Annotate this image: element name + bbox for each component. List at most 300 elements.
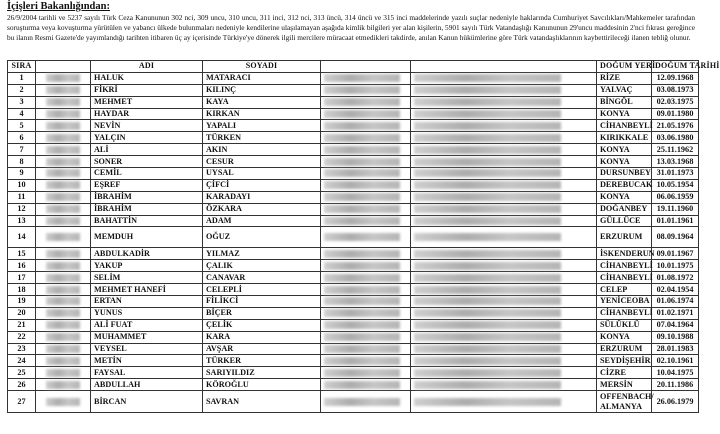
- row-redacted-father: [321, 227, 411, 248]
- redacted-block: [414, 122, 561, 130]
- row-dogum-tarihi: 06.06.1959: [652, 191, 699, 203]
- redacted-block: [324, 274, 400, 282]
- row-dogum-yeri: RİZE: [597, 72, 652, 84]
- row-dogum-tarihi: 01.02.1971: [652, 307, 699, 319]
- table-row: [8, 156, 699, 168]
- redacted-block: [46, 274, 80, 282]
- redacted-block: [324, 345, 400, 353]
- row-sira: 16: [8, 260, 36, 272]
- row-soyadi: AKIN: [203, 144, 321, 156]
- redacted-block: [46, 286, 80, 294]
- row-adi: MEHMET HANEFİ: [91, 284, 203, 296]
- row-dogum-yeri: ERZURUM: [597, 343, 652, 355]
- row-redacted-mother: [411, 168, 597, 180]
- row-sira: 21: [8, 319, 36, 331]
- row-dogum-tarihi: 31.01.1973: [652, 168, 699, 180]
- row-sira: 10: [8, 179, 36, 191]
- row-redacted-father: [321, 331, 411, 343]
- row-dogum-tarihi: 02.10.1961: [652, 355, 699, 367]
- redacted-block: [46, 262, 80, 270]
- row-redacted-mother: [411, 284, 597, 296]
- redacted-block: [46, 398, 80, 406]
- row-redacted-mother: [411, 84, 597, 96]
- row-adi: ERTAN: [91, 296, 203, 308]
- row-soyadi: CESUR: [203, 156, 321, 168]
- row-sira: 8: [8, 156, 36, 168]
- row-dogum-tarihi: 21.05.1976: [652, 120, 699, 132]
- table-row: [8, 260, 699, 272]
- row-redacted-mother: [411, 144, 597, 156]
- row-dogum-tarihi: 09.01.1967: [652, 248, 699, 260]
- row-sira: 7: [8, 144, 36, 156]
- row-redacted-id: [36, 248, 91, 260]
- table-row: [8, 331, 699, 343]
- row-sira: 11: [8, 191, 36, 203]
- redacted-block: [414, 86, 561, 94]
- row-adi: YUNUS: [91, 307, 203, 319]
- row-redacted-id: [36, 168, 91, 180]
- table-header-row: [8, 61, 699, 73]
- row-sira: 9: [8, 168, 36, 180]
- redacted-block: [414, 158, 561, 166]
- row-soyadi: UYSAL: [203, 168, 321, 180]
- row-redacted-id: [36, 179, 91, 191]
- row-redacted-mother: [411, 191, 597, 203]
- table-row: [8, 84, 699, 96]
- redacted-block: [414, 217, 561, 225]
- redacted-block: [46, 181, 80, 189]
- row-soyadi: KARA: [203, 331, 321, 343]
- row-redacted-id: [36, 307, 91, 319]
- redacted-block: [46, 169, 80, 177]
- row-adi: ALİ: [91, 144, 203, 156]
- redacted-block: [324, 333, 400, 341]
- table-row: [8, 248, 699, 260]
- row-redacted-mother: [411, 156, 597, 168]
- row-soyadi: ÇELİK: [203, 319, 321, 331]
- row-dogum-tarihi: 10.04.1975: [652, 367, 699, 379]
- redacted-block: [324, 110, 400, 118]
- row-sira: 6: [8, 132, 36, 144]
- row-dogum-yeri: KONYA: [597, 331, 652, 343]
- table-row: [8, 307, 699, 319]
- row-adi: İBRAHİM: [91, 203, 203, 215]
- row-sira: 1: [8, 72, 36, 84]
- row-redacted-father: [321, 343, 411, 355]
- row-sira: 14: [8, 227, 36, 248]
- row-redacted-father: [321, 108, 411, 120]
- document-heading: İçişleri Bakanlığından:: [7, 1, 110, 12]
- row-redacted-father: [321, 179, 411, 191]
- row-dogum-tarihi: 10.05.1954: [652, 179, 699, 191]
- row-dogum-tarihi: 08.09.1964: [652, 227, 699, 248]
- redacted-block: [46, 158, 80, 166]
- table-row: [8, 284, 699, 296]
- row-adi: ABDULLAH: [91, 379, 203, 391]
- row-redacted-father: [321, 367, 411, 379]
- redacted-block: [414, 169, 561, 177]
- row-redacted-mother: [411, 367, 597, 379]
- row-dogum-tarihi: 03.08.1973: [652, 84, 699, 96]
- row-redacted-father: [321, 120, 411, 132]
- table-row: [8, 120, 699, 132]
- redacted-block: [324, 146, 400, 154]
- row-redacted-mother: [411, 307, 597, 319]
- redacted-block: [414, 110, 561, 118]
- redacted-block: [324, 381, 400, 389]
- redacted-block: [46, 134, 80, 142]
- redacted-block: [324, 286, 400, 294]
- redacted-block: [414, 321, 561, 329]
- intro-paragraph: 26/9/2004 tarihli ve 5237 sayılı Türk Ceza Kanununun 302 nci, 309 uncu, 310 uncu, 311 inci, 312 nci, 313 üncü, 314 üncü ve 315 inci maddelerinde yazılı suçlar nedeniyle haklarında Cumhuriyet Savcılıkları/Mahkemeler tarafından soruşturma veya kovuşturma yürütülen ve yabancı ülkede bulunmaları nedeniyle kendilerine ulaşılamayan aşağıda kimlik bilgileri yer alan kişilerin, 5901 sayılı Türk Vatandaşlığı Kanununun 29'uncu maddesinin 2'nci fıkrası gereğince bu ilanın Resmi Gazete'de yayımlandığı tarihten itibaren üç ay içerisinde Türkiye'ye dönerek ilgili mercilere müracaat etmedikleri takdirde, anılan Kanun hükümlerine göre Türk vatandaşlıklarının kaybettirileceği ilanen tebliğ olunur.: [7, 13, 695, 42]
- row-soyadi: KÖROĞLU: [203, 379, 321, 391]
- redacted-block: [414, 181, 561, 189]
- row-adi: HALUK: [91, 72, 203, 84]
- row-sira: 17: [8, 272, 36, 284]
- row-redacted-mother: [411, 343, 597, 355]
- header-soyadi: SOYADI: [203, 61, 321, 73]
- redacted-block: [324, 369, 400, 377]
- header-redacted-1: [36, 61, 91, 73]
- row-dogum-yeri: CELEP: [597, 284, 652, 296]
- redacted-block: [324, 250, 400, 258]
- row-redacted-father: [321, 215, 411, 227]
- row-redacted-mother: [411, 296, 597, 308]
- redacted-block: [414, 98, 561, 106]
- row-redacted-mother: [411, 215, 597, 227]
- redacted-block: [414, 233, 561, 241]
- row-redacted-id: [36, 132, 91, 144]
- table-row: [8, 168, 699, 180]
- row-redacted-id: [36, 367, 91, 379]
- row-redacted-id: [36, 96, 91, 108]
- row-dogum-yeri: DEREBUCAK: [597, 179, 652, 191]
- row-soyadi: AVŞAR: [203, 343, 321, 355]
- redacted-block: [46, 321, 80, 329]
- table-row: [8, 215, 699, 227]
- row-dogum-tarihi: 12.09.1968: [652, 72, 699, 84]
- row-redacted-mother: [411, 260, 597, 272]
- redacted-block: [46, 333, 80, 341]
- redacted-block: [414, 262, 561, 270]
- row-redacted-father: [321, 203, 411, 215]
- redacted-block: [324, 262, 400, 270]
- row-soyadi: CELEPLİ: [203, 284, 321, 296]
- row-dogum-yeri: KIRIKKALE: [597, 132, 652, 144]
- redacted-block: [324, 233, 400, 241]
- row-redacted-father: [321, 319, 411, 331]
- row-dogum-tarihi: 07.04.1964: [652, 319, 699, 331]
- row-dogum-yeri: DOĞANBEY: [597, 203, 652, 215]
- row-redacted-mother: [411, 96, 597, 108]
- redacted-block: [324, 193, 400, 201]
- row-adi: YAKUP: [91, 260, 203, 272]
- row-sira: 22: [8, 331, 36, 343]
- row-dogum-yeri: CİZRE: [597, 367, 652, 379]
- row-soyadi: KAYA: [203, 96, 321, 108]
- row-sira: 5: [8, 120, 36, 132]
- row-redacted-father: [321, 168, 411, 180]
- redacted-block: [324, 309, 400, 317]
- redacted-block: [46, 146, 80, 154]
- row-soyadi: FİLİKCİ: [203, 296, 321, 308]
- row-redacted-mother: [411, 132, 597, 144]
- row-adi: ABDULKADİR: [91, 248, 203, 260]
- row-dogum-yeri: KONYA: [597, 144, 652, 156]
- redacted-block: [414, 146, 561, 154]
- row-dogum-tarihi: 02.04.1954: [652, 284, 699, 296]
- row-redacted-mother: [411, 248, 597, 260]
- row-sira: 25: [8, 367, 36, 379]
- row-redacted-mother: [411, 227, 597, 248]
- row-sira: 2: [8, 84, 36, 96]
- row-redacted-mother: [411, 120, 597, 132]
- row-soyadi: YILMAZ: [203, 248, 321, 260]
- redacted-block: [46, 98, 80, 106]
- row-redacted-mother: [411, 319, 597, 331]
- row-dogum-tarihi: 19.11.1960: [652, 203, 699, 215]
- redacted-block: [46, 297, 80, 305]
- row-redacted-father: [321, 260, 411, 272]
- row-dogum-yeri: KONYA: [597, 108, 652, 120]
- row-dogum-tarihi: 09.01.1980: [652, 108, 699, 120]
- table-row: [8, 227, 699, 248]
- redacted-block: [46, 217, 80, 225]
- row-dogum-tarihi: 01.01.1961: [652, 215, 699, 227]
- redacted-block: [414, 398, 561, 406]
- redacted-block: [414, 309, 561, 317]
- row-redacted-father: [321, 72, 411, 84]
- row-adi: HAYDAR: [91, 108, 203, 120]
- header-sira: SIRA: [8, 61, 36, 73]
- row-sira: 12: [8, 203, 36, 215]
- row-soyadi: TÜRKEN: [203, 132, 321, 144]
- redacted-block: [414, 369, 561, 377]
- table-row: [8, 179, 699, 191]
- table-row: [8, 343, 699, 355]
- row-soyadi: KIRKAN: [203, 108, 321, 120]
- row-dogum-tarihi: 13.03.1968: [652, 156, 699, 168]
- redacted-block: [324, 321, 400, 329]
- row-dogum-tarihi: 01.06.1974: [652, 296, 699, 308]
- row-redacted-id: [36, 215, 91, 227]
- row-redacted-mother: [411, 72, 597, 84]
- redacted-block: [324, 158, 400, 166]
- row-redacted-father: [321, 132, 411, 144]
- row-dogum-yeri: CİHANBEYLİ: [597, 272, 652, 284]
- row-dogum-yeri: CİHANBEYLİ: [597, 120, 652, 132]
- row-redacted-id: [36, 379, 91, 391]
- redacted-block: [414, 205, 561, 213]
- table-row: [8, 391, 699, 413]
- row-redacted-id: [36, 272, 91, 284]
- table-row: [8, 108, 699, 120]
- row-adi: METİN: [91, 355, 203, 367]
- redacted-block: [324, 98, 400, 106]
- row-adi: SELİM: [91, 272, 203, 284]
- row-dogum-tarihi: 03.06.1980: [652, 132, 699, 144]
- redacted-block: [414, 286, 561, 294]
- row-dogum-yeri: GÜLLÜCE: [597, 215, 652, 227]
- redacted-block: [324, 122, 400, 130]
- table-row: [8, 203, 699, 215]
- row-sira: 26: [8, 379, 36, 391]
- row-redacted-father: [321, 272, 411, 284]
- row-soyadi: ÇİFCİ: [203, 179, 321, 191]
- row-sira: 20: [8, 307, 36, 319]
- row-adi: VEYSEL: [91, 343, 203, 355]
- row-dogum-yeri: DURSUNBEY: [597, 168, 652, 180]
- row-dogum-yeri: İSKENDERUN: [597, 248, 652, 260]
- redacted-block: [46, 110, 80, 118]
- row-dogum-yeri: CİHANBEYLİ: [597, 307, 652, 319]
- redacted-block: [46, 369, 80, 377]
- redacted-block: [324, 86, 400, 94]
- row-soyadi: CANAVAR: [203, 272, 321, 284]
- row-dogum-tarihi: 28.01.1983: [652, 343, 699, 355]
- row-soyadi: ÇALIK: [203, 260, 321, 272]
- redacted-block: [46, 193, 80, 201]
- row-redacted-mother: [411, 379, 597, 391]
- row-redacted-father: [321, 391, 411, 413]
- redacted-block: [46, 205, 80, 213]
- redacted-block: [46, 381, 80, 389]
- row-redacted-id: [36, 84, 91, 96]
- row-sira: 19: [8, 296, 36, 308]
- redacted-block: [324, 297, 400, 305]
- row-redacted-id: [36, 260, 91, 272]
- row-adi: MEMDUH: [91, 227, 203, 248]
- redacted-block: [46, 122, 80, 130]
- row-redacted-father: [321, 296, 411, 308]
- row-soyadi: ADAM: [203, 215, 321, 227]
- row-dogum-yeri: YALVAÇ: [597, 84, 652, 96]
- row-soyadi: YAPALI: [203, 120, 321, 132]
- row-dogum-tarihi: 02.03.1975: [652, 96, 699, 108]
- row-redacted-father: [321, 307, 411, 319]
- row-redacted-mother: [411, 331, 597, 343]
- row-adi: MEHMET: [91, 96, 203, 108]
- redacted-block: [414, 357, 561, 365]
- row-dogum-yeri: BİNGÖL: [597, 96, 652, 108]
- redacted-block: [324, 169, 400, 177]
- row-dogum-tarihi: 20.11.1986: [652, 379, 699, 391]
- row-redacted-id: [36, 391, 91, 413]
- row-redacted-father: [321, 379, 411, 391]
- row-redacted-id: [36, 227, 91, 248]
- header-redacted-3: [411, 61, 597, 73]
- row-dogum-yeri: CİHANBEYLİ: [597, 260, 652, 272]
- row-sira: 3: [8, 96, 36, 108]
- redacted-block: [324, 217, 400, 225]
- redacted-block: [414, 193, 561, 201]
- row-redacted-id: [36, 120, 91, 132]
- row-redacted-mother: [411, 203, 597, 215]
- row-adi: İBRAHİM: [91, 191, 203, 203]
- row-adi: CEMİL: [91, 168, 203, 180]
- row-redacted-id: [36, 355, 91, 367]
- redacted-block: [46, 309, 80, 317]
- row-redacted-id: [36, 319, 91, 331]
- row-dogum-yeri: YENİCEOBA: [597, 296, 652, 308]
- table-row: [8, 319, 699, 331]
- row-redacted-father: [321, 84, 411, 96]
- table-row: [8, 132, 699, 144]
- redacted-block: [46, 345, 80, 353]
- row-adi: EŞREF: [91, 179, 203, 191]
- redacted-block: [414, 333, 561, 341]
- row-dogum-yeri: MERSİN: [597, 379, 652, 391]
- row-dogum-tarihi: 25.11.1962: [652, 144, 699, 156]
- row-soyadi: TÜRKER: [203, 355, 321, 367]
- row-sira: 24: [8, 355, 36, 367]
- row-soyadi: MATARACI: [203, 72, 321, 84]
- row-dogum-tarihi: 09.10.1988: [652, 331, 699, 343]
- row-soyadi: SARIYILDIZ: [203, 367, 321, 379]
- redacted-block: [414, 134, 561, 142]
- redacted-block: [46, 250, 80, 258]
- row-redacted-father: [321, 284, 411, 296]
- row-adi: BİRCAN: [91, 391, 203, 413]
- row-sira: 27: [8, 391, 36, 413]
- row-redacted-id: [36, 343, 91, 355]
- row-redacted-father: [321, 156, 411, 168]
- row-redacted-mother: [411, 391, 597, 413]
- row-soyadi: ÖZKARA: [203, 203, 321, 215]
- row-dogum-yeri: SEYDİŞEHİR: [597, 355, 652, 367]
- row-dogum-tarihi: 10.01.1975: [652, 260, 699, 272]
- row-sira: 13: [8, 215, 36, 227]
- row-redacted-father: [321, 144, 411, 156]
- row-dogum-yeri: KONYA: [597, 191, 652, 203]
- row-soyadi: OĞUZ: [203, 227, 321, 248]
- row-soyadi: KILINÇ: [203, 84, 321, 96]
- header-adi: ADI: [91, 61, 203, 73]
- table-row: [8, 355, 699, 367]
- row-adi: NEVİN: [91, 120, 203, 132]
- redacted-block: [46, 233, 80, 241]
- table-row: [8, 72, 699, 84]
- row-redacted-mother: [411, 108, 597, 120]
- redacted-block: [46, 74, 80, 82]
- row-sira: 18: [8, 284, 36, 296]
- redacted-block: [324, 134, 400, 142]
- row-dogum-yeri: ERZURUM: [597, 227, 652, 248]
- row-redacted-mother: [411, 179, 597, 191]
- redacted-block: [324, 398, 400, 406]
- row-redacted-father: [321, 96, 411, 108]
- row-soyadi: SAVRAN: [203, 391, 321, 413]
- table-row: [8, 379, 699, 391]
- row-sira: 4: [8, 108, 36, 120]
- row-adi: ALİ FUAT: [91, 319, 203, 331]
- row-adi: SONER: [91, 156, 203, 168]
- table-row: [8, 96, 699, 108]
- row-redacted-id: [36, 296, 91, 308]
- row-redacted-id: [36, 108, 91, 120]
- row-redacted-id: [36, 203, 91, 215]
- redacted-block: [324, 74, 400, 82]
- table-row: [8, 191, 699, 203]
- redacted-block: [414, 297, 561, 305]
- row-dogum-yeri: SÜLÜKLÜ: [597, 319, 652, 331]
- redacted-block: [414, 345, 561, 353]
- row-redacted-father: [321, 191, 411, 203]
- row-redacted-id: [36, 144, 91, 156]
- row-dogum-tarihi: 01.08.1972: [652, 272, 699, 284]
- row-redacted-mother: [411, 272, 597, 284]
- row-redacted-father: [321, 248, 411, 260]
